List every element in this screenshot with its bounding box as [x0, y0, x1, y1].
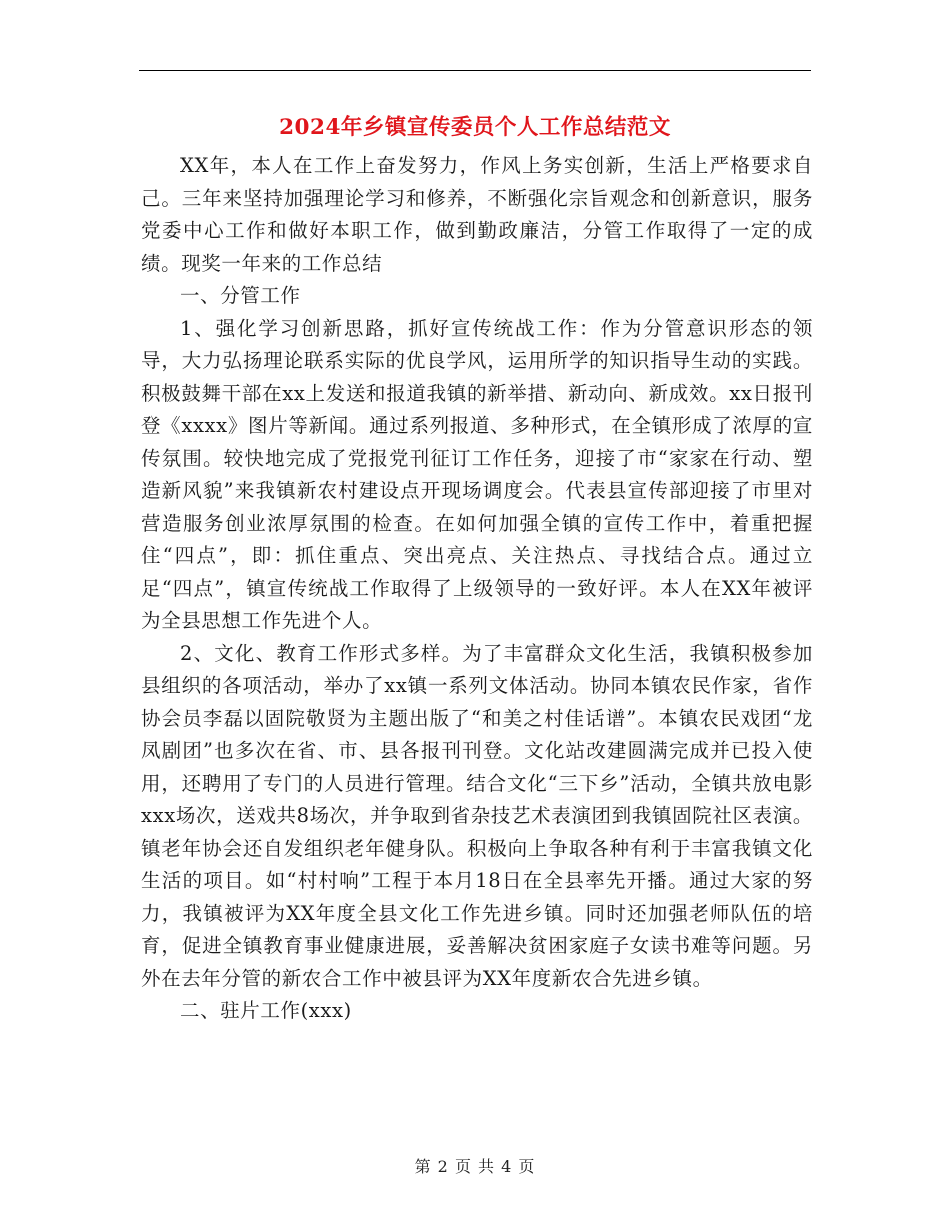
- paragraph-propaganda-work: 1、强化学习创新思路，抓好宣传统战工作：作为分管意识形态的领导，大力弘扬理论联系实际的优良学风，运用所学的知识指导生动的实践。积极鼓舞干部在xx上发送和报道我镇的新举措、新动向、新成效。xx日报刊登《xxxx》图片等新闻。通过系列报道、多种形式，在全镇形成了浓厚的宣传氛围。较快地完成了党报党刊征订工作任务，迎接了市“家家在行动、塑造新风貌”来我镇新农村建设点开现场调度会。代表县宣传部迎接了市里对营造服务创业浓厚氛围的检查。在如何加强全镇的宣传工作中，着重把握住“四点”，即：抓住重点、突出亮点、关注热点、寻找结合点。通过立足“四点”，镇宣传统战工作取得了上级领导的一致好评。本人在XX年被评为全县思想工作先进个人。: [141, 316, 813, 632]
- section-heading-management: 一、分管工作: [180, 284, 301, 307]
- document-title: 2024年乡镇宣传委员个人工作总结范文: [279, 115, 671, 140]
- header-rule: [139, 70, 811, 71]
- page-number-footer: 第 2 页 共 4 页: [414, 1157, 536, 1176]
- intro-paragraph: XX年，本人在工作上奋发努力，作风上务实创新，生活上严格要求自己。三年来坚持加强理论学习和修养，不断强化宗旨观念和创新意识，服务党委中心工作和做好本职工作，做到勤政廉洁，分管工作取得了一定的成绩。现奖一年来的工作总结: [141, 154, 813, 275]
- document-body: [141, 150, 813, 1028]
- section-heading-district-work: 二、驻片工作(xxx): [180, 999, 352, 1022]
- paragraph-culture-education: 2、文化、教育工作形式多样。为了丰富群众文化生活，我镇积极参加县组织的各项活动，举办了xx镇一系列文体活动。协同本镇农民作家，省作协会员李磊以固院敬贤为主题出版了“和美之村佳话谱”。本镇农民戏团“龙凤剧团”也多次在省、市、县各报刊刊登。文化站改建圆满完成并已投入使用，还聘用了专门的人员进行管理。结合文化“三下乡”活动，全镇共放电影xxx场次，送戏共8场次，并争取到省杂技艺术表演团到我镇固院社区表演。镇老年协会还自发组织老年健身队。积极向上争取各种有利于丰富我镇文化生活的项目。如“村村响”工程于本月18日在全县率先开播。通过大家的努力，我镇被评为XX年度全县文化工作先进乡镇。同时还加强老师队伍的培育，促进全镇教育事业健康进展，妥善解决贫困家庭子女读书难等问题。另外在去年分管的新农合工作中被县评为XX年度新农合先进乡镇。: [141, 641, 813, 990]
